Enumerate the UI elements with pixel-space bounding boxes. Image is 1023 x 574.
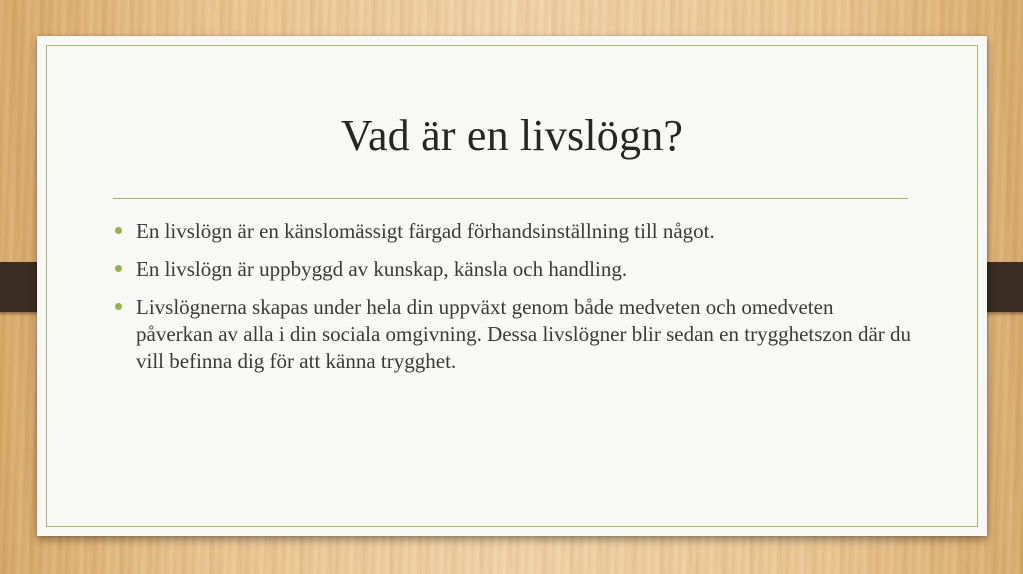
bullet-dot-icon (115, 303, 122, 310)
bullet-item (115, 256, 915, 283)
bullet-list (115, 218, 915, 386)
bullet-item (115, 218, 915, 245)
slide-title: Vad är en livslögn? (340, 111, 684, 160)
bullet-text: En livslögn är en känslomässigt färgad förhandsinställning till något. (136, 219, 715, 243)
bullet-item (115, 294, 915, 375)
bullet-dot-icon (115, 227, 122, 234)
title-divider (113, 198, 908, 199)
bullet-text: Livslögnerna skapas under hela din uppväxt genom både medveten och omedveten påverkan av alla i din sociala omgivning. Dessa livslögner blir sedan en trygghetszon där du vill befinna dig för att känna trygghet. (136, 295, 912, 373)
bullet-dot-icon (115, 265, 122, 272)
slide-card (37, 36, 987, 536)
bullet-text: En livslögn är uppbyggd av kunskap, känsla och handling. (136, 257, 628, 281)
